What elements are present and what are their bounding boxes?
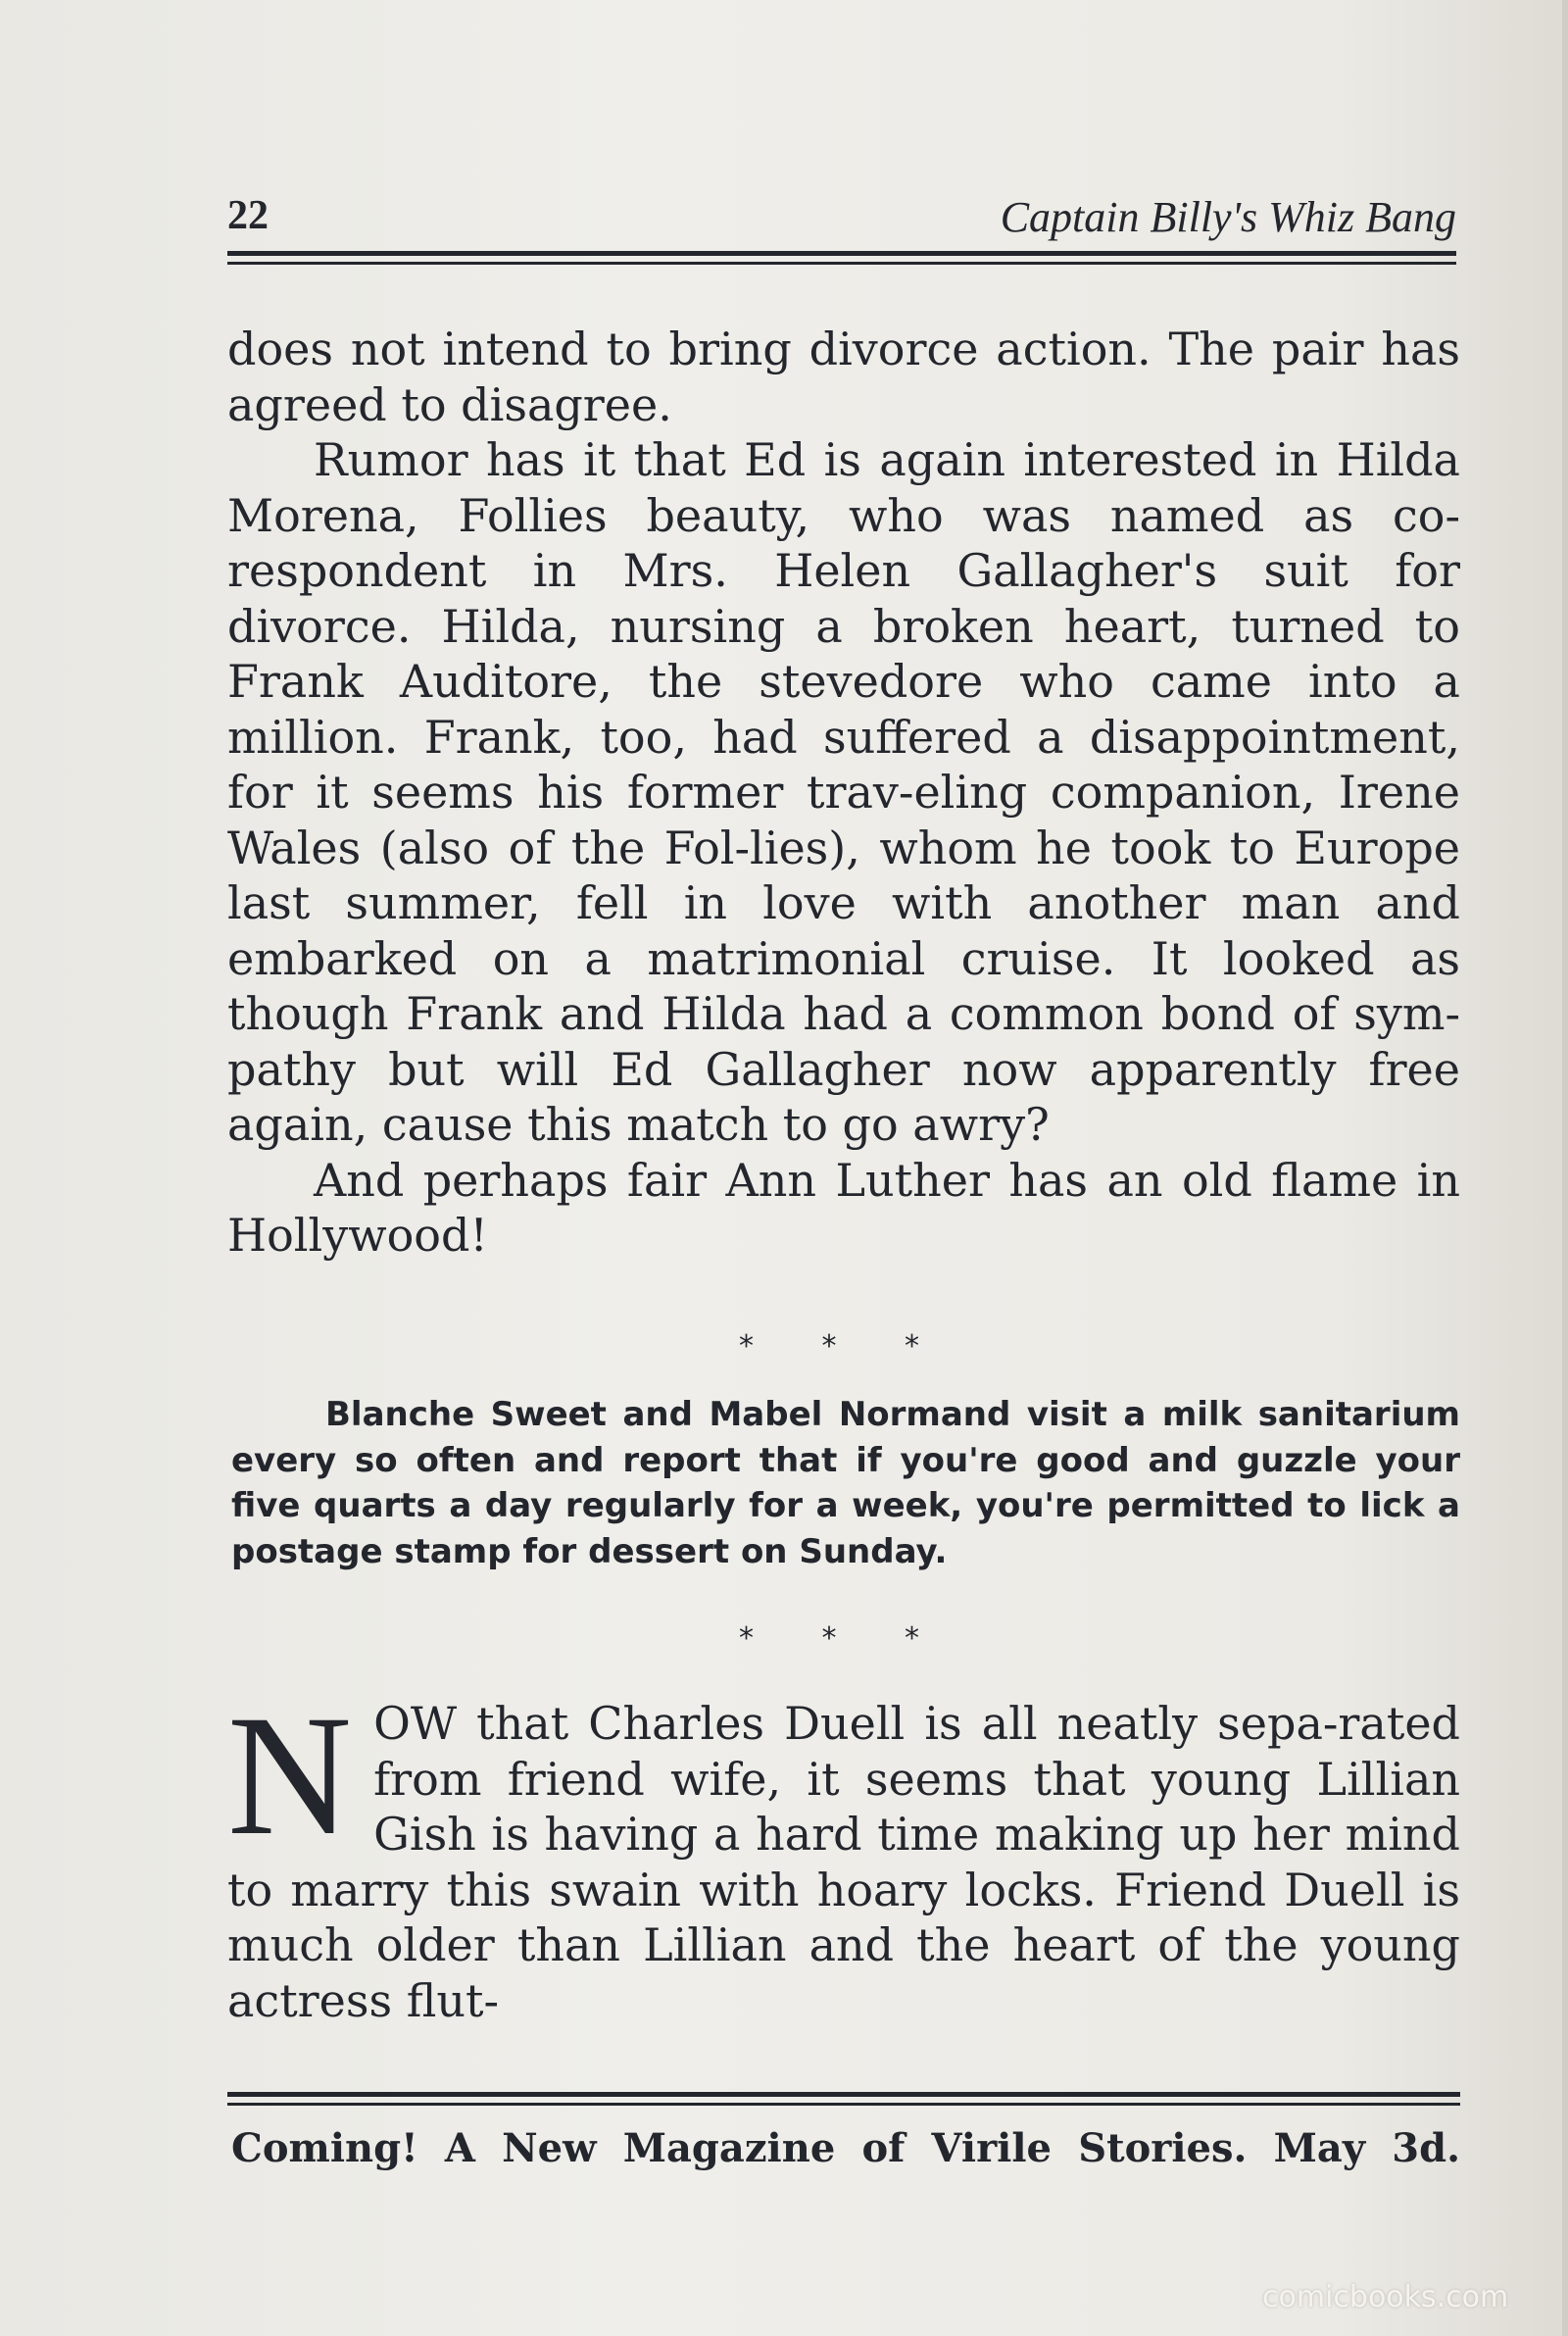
footer-rule <box>227 2092 1460 2106</box>
page-edge <box>1562 0 1568 2336</box>
drop-cap-letter: N <box>227 1680 353 1871</box>
section-separator: * * * <box>738 1329 950 1364</box>
squib-text: Blanche Sweet and Mabel Normand visit a milk sanitarium every so often and report that if you're good and guzzle your five quarts a day regularly for a week, you're permitted to lick a postage stamp for dessert on Sunday. <box>231 1395 1460 1571</box>
paragraph-1: does not intend to bring divorce action. The pair has agreed to disagree. <box>227 323 1460 431</box>
paragraph-3: And perhaps fair Ann Luther has an old flame in Hollywood! <box>227 1153 1460 1262</box>
page-header <box>227 192 1456 249</box>
running-title: Captain Billy's Whiz Bang <box>1000 193 1456 241</box>
header-rule <box>227 251 1456 265</box>
article-continued <box>227 322 1460 1264</box>
watermark-logo: comicbooks.com <box>1262 2280 1509 2314</box>
article-drop-cap-section <box>227 1680 1460 2028</box>
paragraph-2: Rumor has it that Ed is again interested in Hilda Morena, Follies beauty, who was named as co-respondent in Mrs. Helen Gallagher's suit for divorce. Hilda, nursing a broken heart, turned to Frank Auditore, the stevedore who came into a million. Frank, too, had suffered a disappointment, for it seems his former trav-eling companion, Irene Wales (also of the Fol-lies), whom he took to Europe last summer, fell in love with another man and embarked on a matrimonial cruise. It looked as though Frank and Hilda had a common bond of sym-pathy but will Ed Gallagher now apparently free again, cause this match to go awry? <box>227 433 1460 1151</box>
drop-cap-paragraph: OW that Charles Duell is all neatly sepa-rated from friend wife, it seems that young Lillian Gish is having a hard time making up her mind to marry this swain with hoary locks. Friend Duell is much older than Lillian and the heart of the young actress flut- <box>227 1697 1460 2027</box>
squib-paragraph <box>231 1392 1460 1574</box>
footer-advertisement: Coming! A New Magazine of Virile Stories. May 3d. <box>231 2125 1460 2171</box>
section-separator: * * * <box>738 1621 950 1656</box>
page-number: 22 <box>227 193 269 238</box>
